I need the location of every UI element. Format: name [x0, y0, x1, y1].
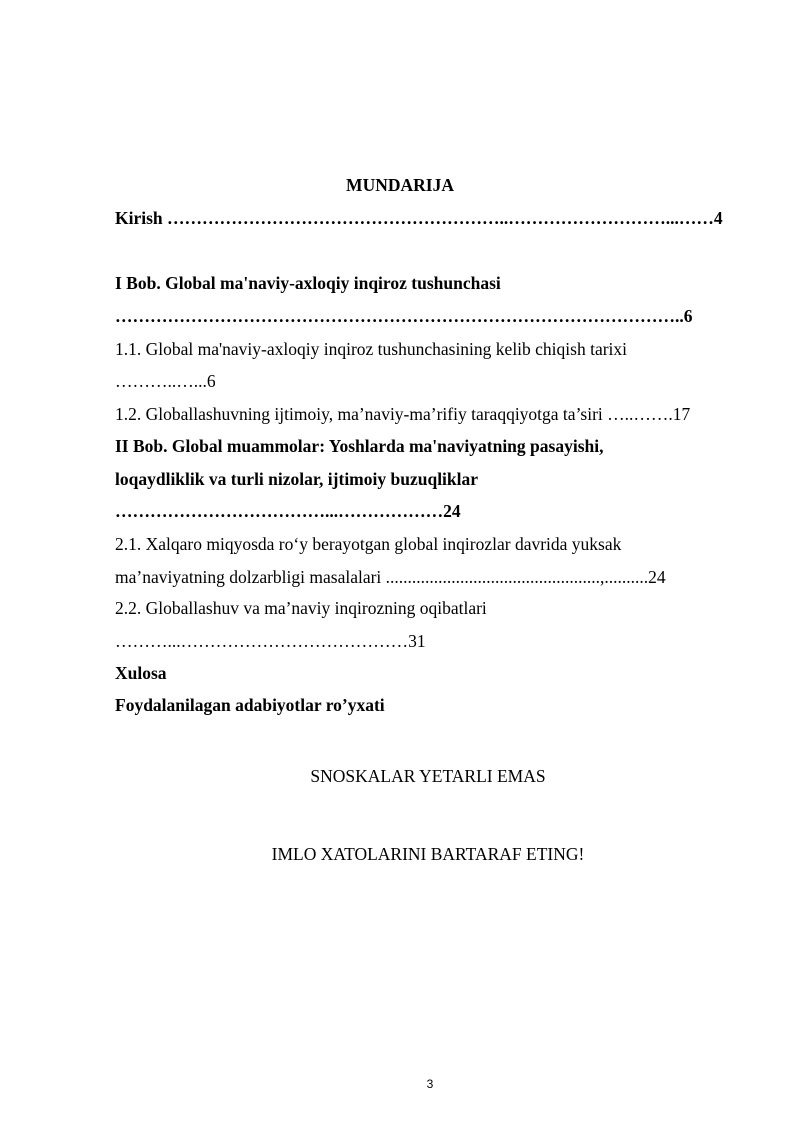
toc-entry-1-2: 1.2. Globallashuvning ijtimoiy, ma’naviy-ma’rifiy taraqqiyotga ta’siri …..…….17: [115, 404, 691, 424]
toc-entry-2-2-leader: ………...…………………………………31: [115, 631, 426, 651]
toc-entry-bob2-line1: II Bob. Global muammolar: Yoshlarda ma'naviyatning pasayishi,: [115, 436, 604, 456]
toc-entry-2-1-line2: ma’naviyatning dolzarbligi masalalari .................................................,..........24: [115, 567, 666, 587]
toc-entry-bob1-title: I Bob. Global ma'naviy-axloqiy inqiroz tushunchasi: [115, 273, 501, 293]
toc-entry-xulosa: Xulosa: [115, 663, 167, 683]
toc-entry-2-2-title: 2.2. Globallashuv va ma’naviy inqirozning oqibatlari: [115, 598, 487, 618]
toc-entry-2-1-line1: 2.1. Xalqaro miqyosda ro‘y berayotgan global inqirozlar davrida yuksak: [115, 534, 622, 554]
page-number: 3: [426, 1077, 434, 1091]
toc-entry-bob1-leader: ……………………………………………………………………………………..6: [115, 306, 693, 326]
toc-heading: MUNDARIJA: [346, 175, 454, 195]
toc-entry-1-1-title: 1.1. Global ma'naviy-axloqiy inqiroz tushunchasining kelib chiqish tarixi: [115, 339, 628, 359]
review-note-spelling: IMLO XATOLARINI BARTARAF ETING!: [271, 844, 585, 864]
review-note-footnotes: SNOSKALAR YETARLI EMAS: [310, 766, 546, 786]
toc-entry-1-1-leader: ………..…...6: [115, 371, 216, 391]
toc-entry-adabiyotlar: Foydalanilagan adabiyotlar ro’yxati: [115, 695, 385, 715]
toc-entry-bob2-line2: loqaydliklik va turli nizolar, ijtimoiy buzuqliklar: [115, 469, 479, 489]
toc-entry-kirish: Kirish …………………………………………………..………………………...……4: [115, 208, 723, 228]
toc-entry-bob2-leader: ………………………………...………………24: [115, 501, 461, 521]
